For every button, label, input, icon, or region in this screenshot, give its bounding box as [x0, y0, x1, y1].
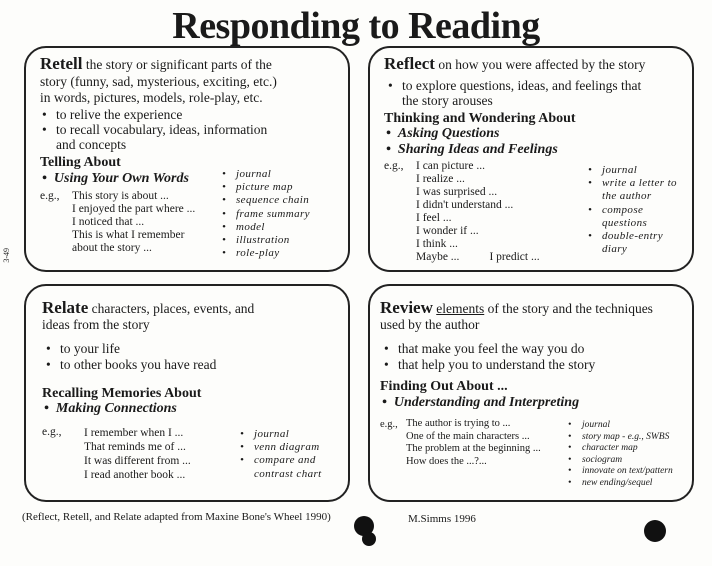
- review-bullets: [384, 341, 596, 373]
- list-item: • journal: [568, 420, 610, 430]
- relate-intro-2: ideas from the story: [42, 317, 150, 332]
- list-item: • journal: [222, 168, 272, 180]
- review-products: [568, 420, 673, 490]
- retell-intro-1: Retell the story or significant parts of the: [40, 54, 272, 73]
- list-item: • new ending/sequel: [568, 477, 653, 488]
- review-elements-underlined: elements: [436, 301, 485, 316]
- list-item: and concepts: [56, 137, 127, 152]
- retell-products: [222, 168, 310, 260]
- reflect-sub-heading: Thinking and Wondering About: [384, 111, 576, 126]
- reflect-sub-bullet-2: • Sharing Ideas and Feelings: [386, 142, 558, 157]
- relate-sub-heading: Recalling Memories About: [42, 386, 202, 401]
- list-item: • double-entry: [588, 230, 664, 243]
- list-item: I noticed that ...: [72, 216, 145, 228]
- page-title: Responding to Reading: [172, 5, 540, 47]
- list-item: One of the main characters ...: [406, 430, 530, 442]
- retell-intro-2: story (funny, sad, mysterious, exciting, etc.): [40, 74, 277, 89]
- retell-heading: Retell: [40, 54, 83, 73]
- review-examples: [406, 418, 541, 468]
- retell-sub-heading: Telling About: [40, 155, 121, 170]
- hole-punch-mark: [362, 532, 376, 546]
- retell-bullets: [42, 107, 268, 152]
- list-item: I can picture ...: [416, 160, 485, 172]
- side-mark: 3-49: [2, 248, 11, 263]
- list-item: • to other books you have read: [46, 357, 217, 372]
- review-eg: e.g.,: [380, 419, 398, 430]
- reflect-products: [588, 164, 677, 256]
- list-item: questions: [602, 216, 648, 229]
- reflect-intro: Reflect on how you were affected by the story: [384, 54, 646, 73]
- footer-author: M.Simms 1996: [408, 513, 476, 525]
- list-item: • role-play: [222, 247, 280, 260]
- relate-products: [240, 428, 322, 481]
- reflect-eg: e.g.,: [384, 160, 404, 172]
- footer-credit: (Reflect, Retell, and Relate adapted from Maxine Bone's Wheel 1990): [22, 511, 331, 523]
- list-item: • that make you feel the way you do: [384, 341, 585, 356]
- list-item: Maybe ... I predict ...: [416, 251, 540, 263]
- list-item: That reminds me of ...: [84, 441, 186, 453]
- list-item: diary: [602, 243, 628, 256]
- list-item: I didn't understand ...: [416, 199, 514, 211]
- list-item: I was surprised ...: [416, 186, 498, 198]
- list-item: the author: [602, 190, 652, 203]
- list-item: about the story ...: [72, 242, 152, 254]
- reflect-sub-bullet-1: • Asking Questions: [386, 126, 500, 141]
- retell-eg: e.g.,: [40, 190, 60, 202]
- list-item: This story is about ...: [72, 190, 169, 202]
- list-item: • story map - e.g., SWBS: [568, 431, 670, 442]
- list-item: I read another book ...: [84, 469, 186, 481]
- list-item: I enjoyed the part where ...: [72, 203, 196, 215]
- list-item: • to recall vocabulary, ideas, information: [42, 122, 268, 137]
- list-item: • that help you to understand the story: [384, 357, 596, 372]
- list-item: I wonder if ...: [416, 225, 479, 237]
- reflect-heading: Reflect: [384, 54, 435, 73]
- list-item: I think ...: [416, 238, 458, 250]
- list-item: • character map: [568, 443, 638, 454]
- list-item: • journal: [588, 164, 638, 176]
- list-item: • venn diagram: [240, 441, 320, 454]
- list-item: • to relive the experience: [42, 107, 183, 122]
- relate-examples: [84, 426, 191, 482]
- list-item: How does the ...?...: [406, 455, 487, 467]
- list-item: • to your life: [46, 341, 120, 356]
- list-item: I remember when I ...: [84, 427, 184, 439]
- retell-examples: [72, 190, 195, 255]
- list-item: contrast chart: [254, 467, 322, 480]
- hole-punch-mark: [644, 520, 666, 542]
- list-item: the story arouses: [402, 93, 493, 108]
- review-sub-bullet: • Understanding and Interpreting: [382, 395, 580, 410]
- list-item: • to explore questions, ideas, and feelings that: [388, 78, 642, 93]
- relate-sub-bullet: • Making Connections: [44, 401, 177, 416]
- review-heading: Review: [380, 298, 433, 317]
- list-item: The author is trying to ...: [406, 418, 511, 429]
- list-item: • sequence chain: [222, 194, 310, 207]
- list-item: I feel ...: [416, 212, 452, 224]
- list-item: I realize ...: [416, 173, 465, 185]
- list-item: • frame summary: [222, 207, 310, 220]
- list-item: • journal: [240, 428, 290, 440]
- list-item: • sociogram: [568, 454, 623, 465]
- relate-bullets: [46, 341, 217, 373]
- review-sub-heading: Finding Out About ...: [380, 379, 508, 394]
- list-item: • illustration: [222, 234, 290, 247]
- list-item: This is what I remember: [72, 229, 185, 241]
- list-item: • model: [222, 220, 265, 233]
- relate-heading: Relate: [42, 298, 89, 317]
- list-item: • compare and: [240, 454, 316, 467]
- list-item: It was different from ...: [84, 455, 191, 467]
- retell-sub-bullet: • Using Your Own Words: [42, 171, 189, 186]
- relate-intro-1: Relate characters, places, events, and: [42, 298, 255, 317]
- relate-eg: e.g.,: [42, 426, 62, 438]
- retell-intro-3: in words, pictures, models, role-play, etc.: [40, 90, 263, 105]
- reflect-examples: [416, 160, 540, 264]
- reflect-bullets: [388, 78, 642, 108]
- list-item: • picture map: [222, 181, 293, 194]
- list-item: • write a letter to: [588, 177, 677, 190]
- review-intro-2: used by the author: [380, 317, 480, 332]
- list-item: • innovate on text/pattern: [568, 466, 673, 477]
- review-intro-1: Review elements of the story and the techniques: [380, 298, 653, 317]
- list-item: The problem at the beginning ...: [406, 443, 541, 454]
- list-item: • compose: [588, 203, 644, 216]
